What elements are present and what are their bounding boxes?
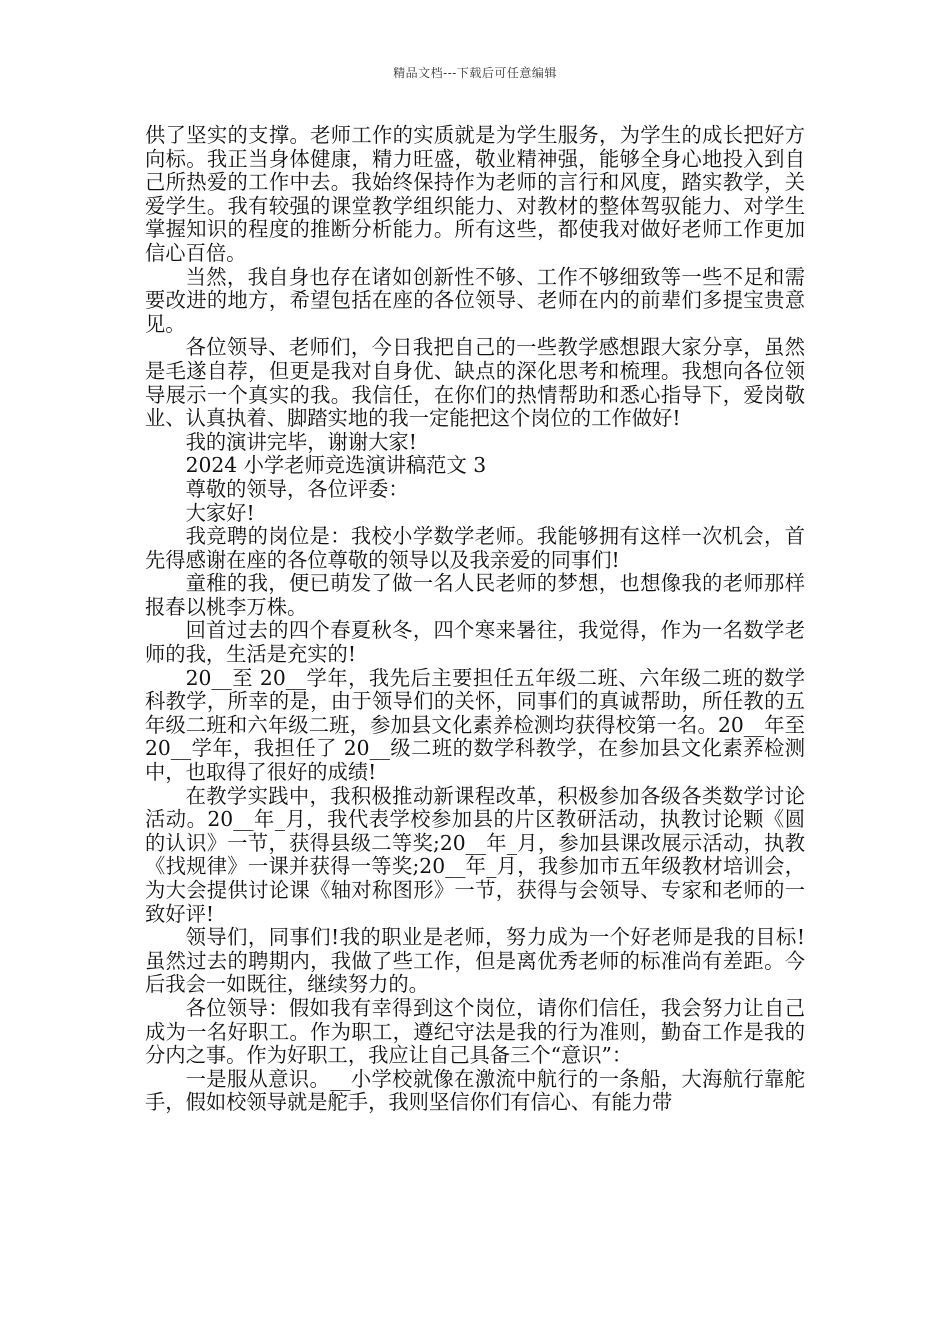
greeting: 大家好!	[185, 500, 255, 525]
paragraph: 我的演讲完毕，谢谢大家!	[185, 429, 417, 454]
paragraph: 一是服从意识。__小学校就像在激流中航行的一条船，大海航行靠舵手，假如校领导就是舵手，我则坚信你们有信心、有能力带	[145, 1066, 805, 1115]
paragraph: 领导们，同事们!我的职业是老师，努力成为一个好老师是我的目标!虽然过去的聘期内，我做了些工作，但是离优秀老师的标准尚有差距。今后我会一如既往，继续努力的。	[145, 925, 805, 997]
section-title: 2024 小学老师竞选演讲稿范文 3	[185, 453, 487, 478]
document-body	[145, 124, 805, 1115]
salutation: 尊敬的领导，各位评委：	[185, 476, 409, 501]
paragraph: 当然，我自身也存在诸如创新性不够、工作不够细致等一些不足和需要改进的地方，希望包括在座的各位领导、老师在内的前辈们多提宝贵意见。	[145, 264, 805, 336]
paragraph: 童稚的我，便已萌发了做一名人民老师的梦想，也想像我的老师那样报春以桃李万株。	[145, 571, 805, 619]
paragraph: 在教学实践中，我积极推动新课程改革，积极参加各级各类数学讨论活动。20__年_月，我代表学校参加县的片区教研活动，执教讨论颗《圆的认识》一节，获得县级二等奖;20__年_月，参加县课改展示活动，执教《找规律》一课并获得一等奖;20__年_月，我参加市五年级教材培训会，为大会提供讨论课《轴对称图形》一节，获得与会领导、专家和老师的一致好评!	[145, 783, 805, 926]
paragraph: 回首过去的四个春夏秋冬，四个寒来暑往，我觉得，作为一名数学老师的我，生活是充实的!	[145, 618, 805, 667]
paragraph: 各位领导、老师们，今日我把自己的一些教学感想跟大家分享，虽然是毛遂自荐，但更是我对自身优、缺点的深化思考和梳理。我想向各位领导展示一个真实的我。我信任，在你们的热情帮助和悉心指导下，爱岗敬业、认真执着、脚踏实地的我一定能把这个岗位的工作做好!	[145, 335, 805, 431]
paragraph: 供了坚实的支撑。老师工作的实质就是为学生服务，为学生的成长把好方向标。我正当身体健康，精力旺盛，敬业精神强，能够全身心地投入到自己所热爱的工作中去。我始终保持作为老师的言行和风度，踏实教学，关爱学生。我有较强的课堂教学组织能力、对教材的整体驾驭能力、对学生掌握知识的程度的推断分析能力。所有这些，都使我对做好老师工作更加信心百倍。	[145, 123, 805, 265]
paragraph: 我竞聘的岗位是：我校小学数学老师。我能够拥有这样一次机会，首先得感谢在座的各位尊敬的领导以及我亲爱的同事们!	[145, 524, 805, 572]
paragraph: 各位领导：假如我有幸得到这个岗位，请你们信任，我会努力让自己成为一名好职工。作为职工，遵纪守法是我的行为准则，勤奋工作是我的分内之事。作为好职工，我应让自己具备三个“意识”：	[145, 995, 805, 1068]
paragraph: 20__至 20__学年，我先后主要担任五年级二班、六年级二班的数学科教学，所幸的是，由于领导们的关怀，同事们的真诚帮助，所任教的五年级二班和六年级二班，参加县文化素养检测均获得校第一名。20__年至 20__学年，我担任了 20__级二班的数学科教学，在参加县文化素养检测中，也取得了很好的成绩!	[145, 665, 805, 785]
page-header: 精品文档---下载后可任意编辑	[393, 66, 557, 80]
